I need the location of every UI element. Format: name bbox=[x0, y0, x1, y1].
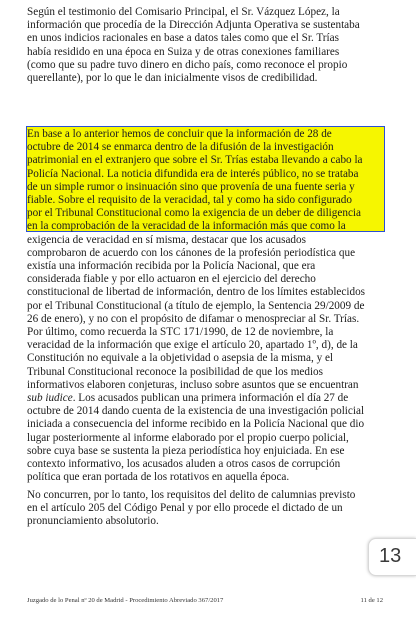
text-line: en el artículo 205 del Código Penal y por ello procede el dictado de un bbox=[27, 502, 343, 515]
text-line: lugar posteriormente al informe elaborado por el propio cuerpo policial, bbox=[27, 431, 349, 444]
text-line: Según el testimonio del Comisario Principal, el Sr. Vázquez López, la bbox=[27, 6, 340, 18]
highlighted-line: de un simple rumor o insinuación sino que provenía de una fuente seria y bbox=[27, 180, 355, 193]
text-line: información que procedía de la Dirección Adjunta Operativa se sustentaba bbox=[27, 19, 360, 32]
text-line: por el Tribunal Constitucional (a título de ejemplo, la Sentencia 29/2009 de bbox=[27, 299, 365, 312]
text-fragment: . Los acusados publican una primera información el día 27 de bbox=[72, 392, 349, 405]
text-line: querellante), por lo que le dan inicialmente visos de credibilidad. bbox=[27, 72, 318, 85]
text-line: veracidad de la información que exige el artículo 20, apartado 1º, d), de la bbox=[27, 339, 358, 352]
footer-court-reference: Juzgado de lo Penal nº 20 de Madrid - Procedimiento Abreviado 367/2017 bbox=[27, 597, 224, 604]
text-line: pronunciamiento absolutorio. bbox=[27, 515, 159, 528]
text-line: Por último, como recuerda la STC 171/1990, de 12 de noviembre, la bbox=[27, 326, 334, 339]
text-line: existía una información recibida por la Policía Nacional, que era bbox=[27, 260, 316, 273]
highlighted-line: en la comprobación de la veracidad de la información más que como la bbox=[27, 220, 346, 233]
text-line: informativos elaboren conjeturas, incluso sobre asuntos que se encuentran bbox=[27, 378, 359, 391]
text-line: exigencia de veracidad en sí misma, destacar que los acusados bbox=[27, 233, 306, 246]
footer-page-count: 11 de 12 bbox=[360, 597, 383, 604]
highlighted-line: Policía Nacional. La noticia difundida era de interés público, no se trataba bbox=[27, 167, 359, 180]
text-line: 26 de enero), y no con el propósito de difamar o menospreciar al Sr. Trías. bbox=[27, 312, 360, 325]
text-line: contexto informativo, los acusados aluden a otros casos de corrupción bbox=[27, 458, 341, 471]
page-number-badge[interactable] bbox=[368, 538, 416, 576]
text-line: constitucional de libertad de información, dentro de los límites establecidos bbox=[27, 286, 366, 299]
text-line: comprobaron de acuerdo con los cánones de la profesión periodística que bbox=[27, 246, 356, 259]
text-line: No concurren, por lo tanto, los requisitos del delito de calumnias previsto bbox=[27, 489, 356, 501]
text-line: en unos indicios racionales en base a datos tales como que el Sr. Trías bbox=[27, 32, 339, 45]
highlighted-line: por el Tribunal Constitucional como la exigencia de un deber de diligencia bbox=[27, 207, 361, 220]
text-line: considerada fiable y por ello actuaron en el ejercicio del derecho bbox=[27, 273, 316, 286]
highlighted-line: fiable. Sobre el requisito de la veracidad, tal y como ha sido configurado bbox=[27, 194, 352, 207]
text-line: octubre de 2014 dando cuenta de la existencia de una investigación policial bbox=[27, 405, 365, 418]
text-line: política que eran portada de los rotativos en aquella época. bbox=[27, 471, 290, 484]
paragraph-verdict bbox=[27, 489, 385, 529]
highlighted-line: En base a lo anterior hemos de concluir que la información de 28 de bbox=[27, 128, 332, 140]
paragraph-testimony bbox=[27, 6, 385, 85]
text-line: Constitución no equivale a la objetividad o asepsia de la misma, y el bbox=[27, 352, 334, 365]
text-line: sobre cuya base se sustenta la pieza periodística hoy enjuiciada. En ese bbox=[27, 444, 345, 457]
text-line: había residido en una época en Suiza y de otras conexiones familiares bbox=[27, 45, 340, 58]
paragraph-conclusion bbox=[27, 128, 385, 484]
italic-term: sub iudice bbox=[27, 392, 73, 405]
highlighted-line: octubre de 2014 se enmarca dentro de la difusión de la investigación bbox=[27, 141, 334, 154]
text-line: Tribunal Constitucional reconoce la posibilidad de que los medios bbox=[27, 365, 324, 378]
text-line: (como que su padre tuvo dinero en dicho país, como reconoce el propio bbox=[27, 58, 348, 71]
highlighted-line: patrimonial en el extranjero que sobre el Sr. Trías estaba llevando a cabo la bbox=[27, 154, 363, 167]
page-number-label: 13 bbox=[379, 545, 402, 567]
text-line: iniciada a consecuencia del informe recibido en la Policía Nacional que dio bbox=[27, 418, 365, 431]
text-line-sub-iudice bbox=[27, 392, 385, 405]
